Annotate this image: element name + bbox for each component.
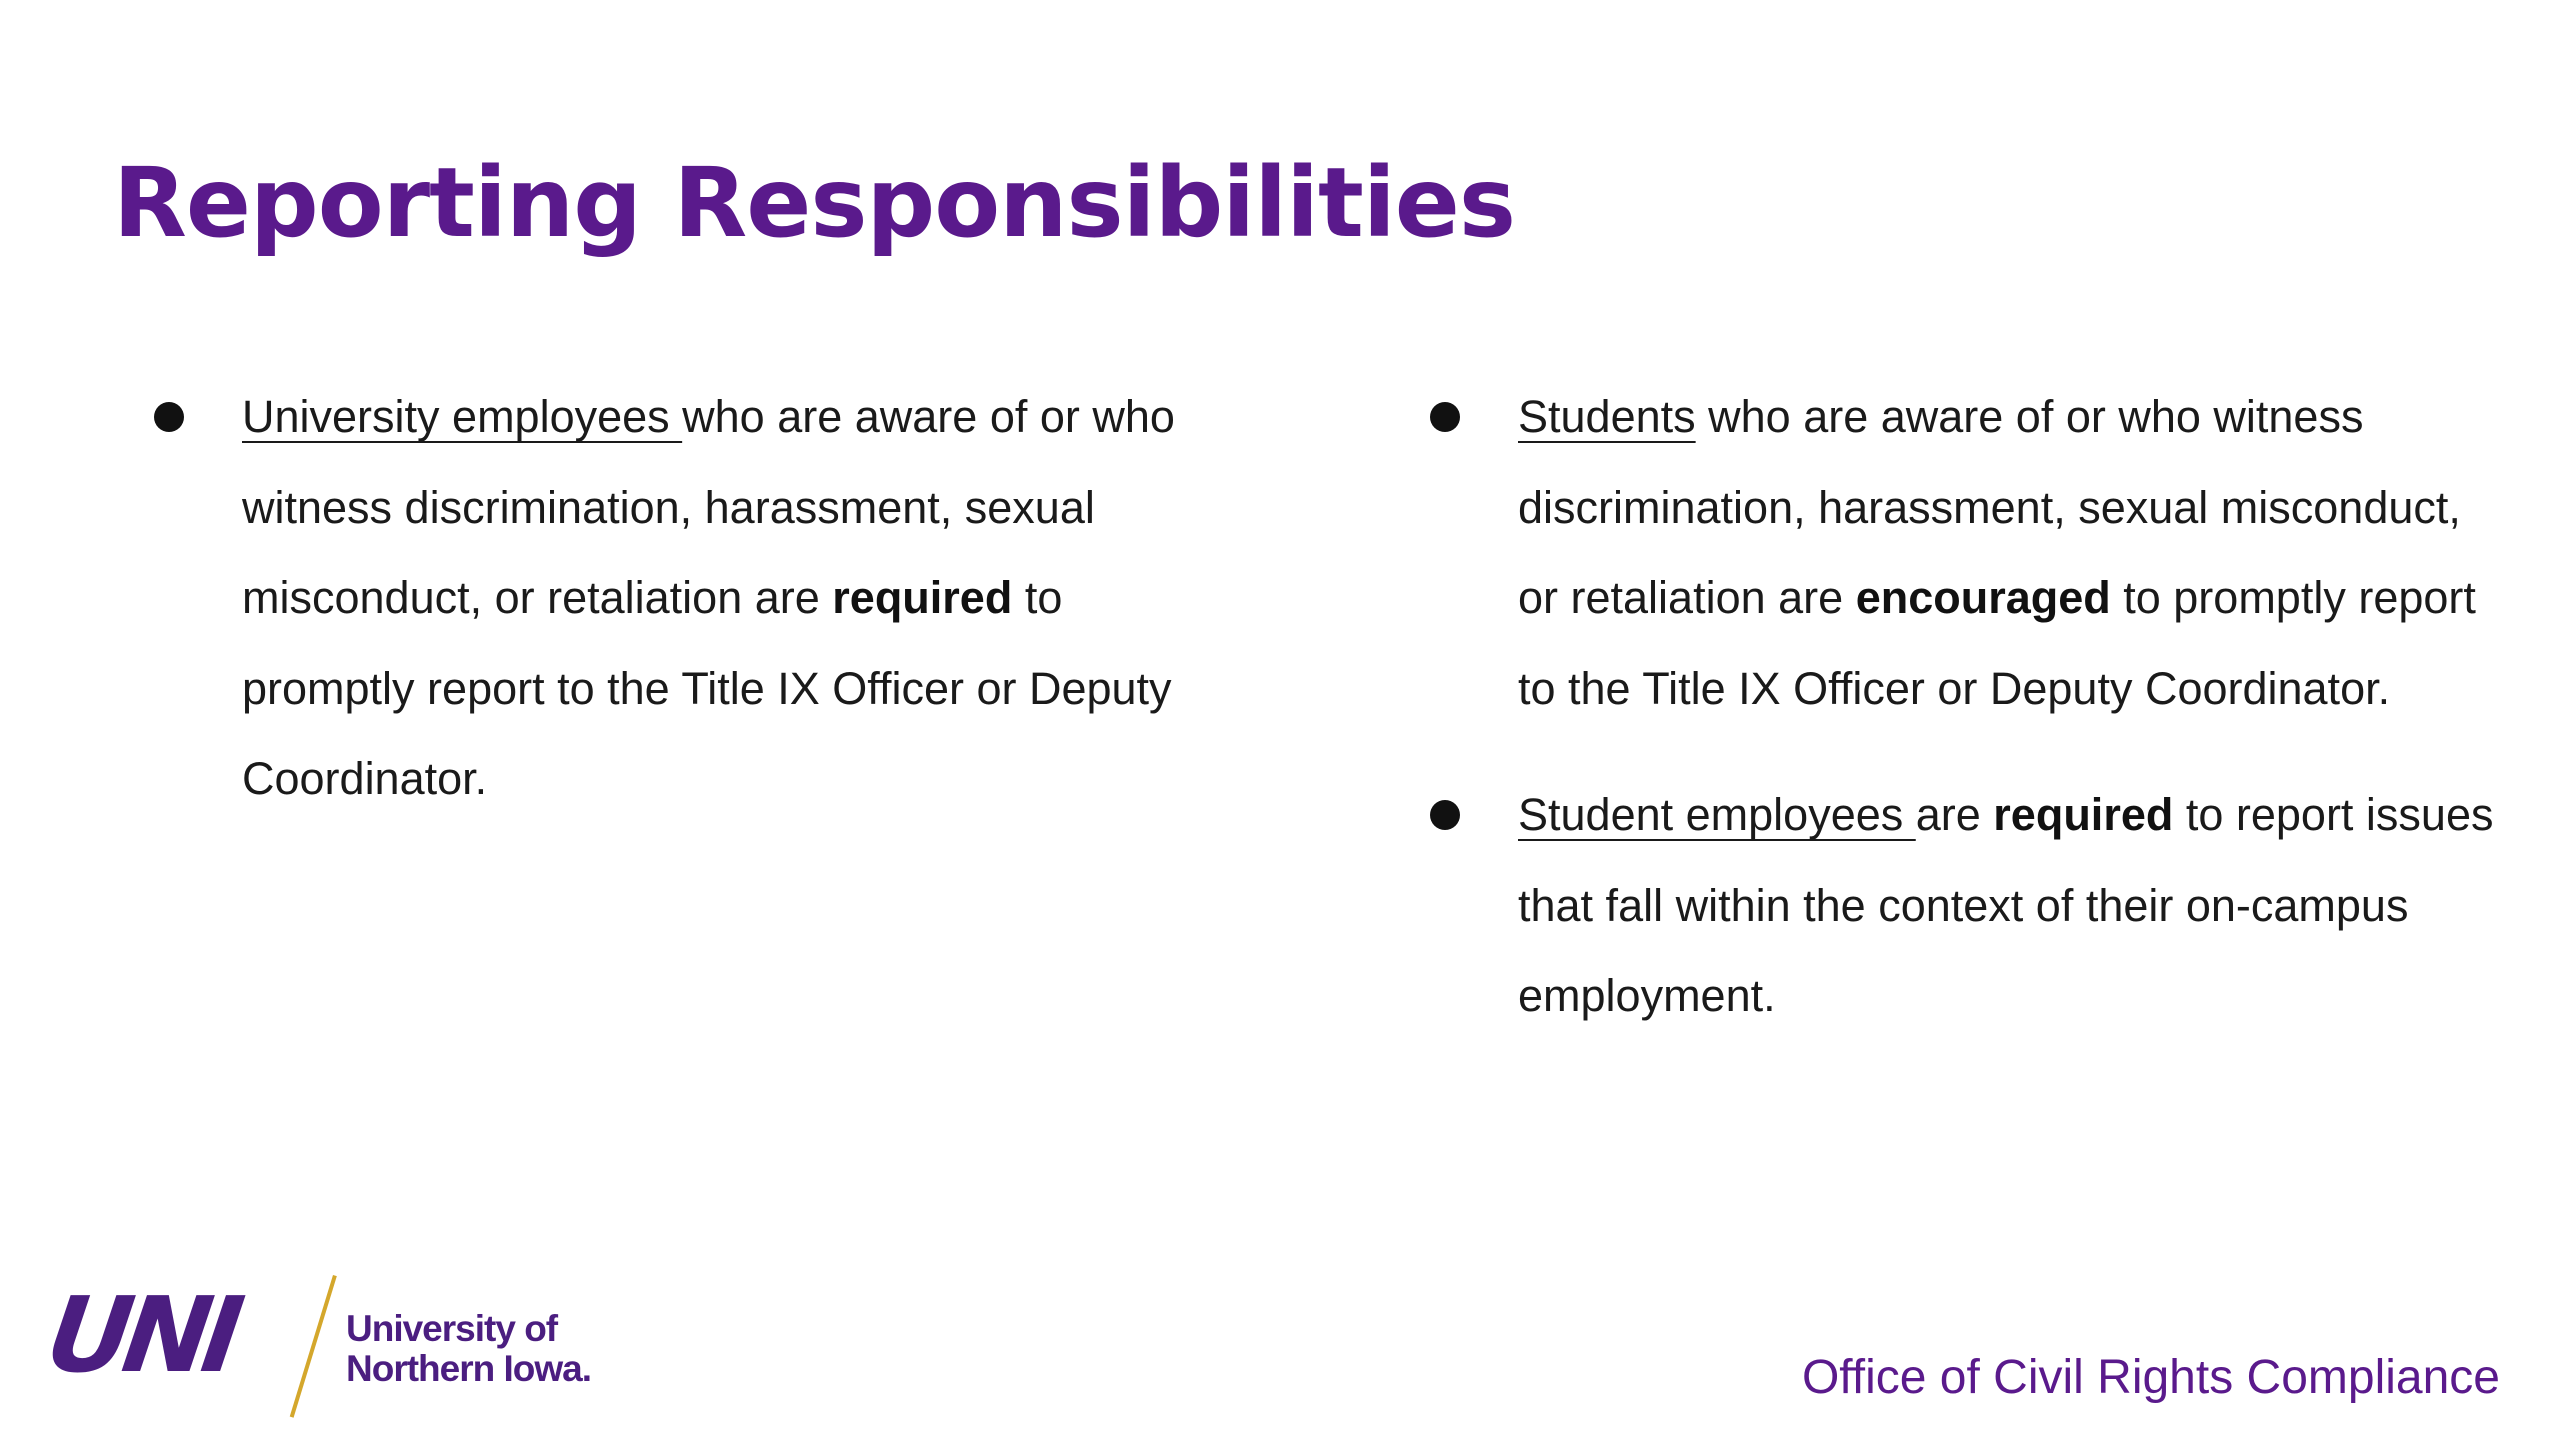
logo-divider-slash <box>290 1275 337 1418</box>
bullet-dot-icon <box>154 402 184 432</box>
bullet-student-employees <box>1428 770 2508 1042</box>
right-column <box>1428 372 2508 1078</box>
bullet-subject: Students <box>1518 391 1696 442</box>
bullet-subject: University employees <box>242 391 683 442</box>
logo-line-2: Northern Iowa. <box>346 1348 592 1389</box>
bullet-subject: Student employees <box>1518 789 1916 840</box>
bullet-text-a: are <box>1915 789 1994 840</box>
bullet-university-employees <box>152 372 1202 825</box>
uni-logo <box>39 1274 668 1425</box>
bullet-dot-icon <box>1430 800 1460 830</box>
logo-wordmark <box>346 1309 591 1389</box>
office-name: Office of Civil Rights Compliance <box>1801 1351 2500 1404</box>
bullet-text-b: to promptly report to the Title IX Officer or Deputy Coordinator. <box>242 572 1172 804</box>
bullet-emphasis: encouraged <box>1855 572 2111 623</box>
logo-line-1: University of <box>346 1308 558 1349</box>
bullet-text-a: who are aware of or who witness discrimination, harassment, sexual misconduct, or retaliation are <box>242 391 1175 623</box>
bullet-text-a: who are aware of or who witness discrimination, harassment, sexual misconduct, or retaliation are <box>1518 391 2461 623</box>
bullet-text-b: to report issues that fall within the context of their on-campus employment. <box>1518 789 2494 1021</box>
bullet-emphasis: required <box>832 572 1013 623</box>
bullet-students <box>1428 372 2508 734</box>
bullet-text-b: to promptly report to the Title IX Officer or Deputy Coordinator. <box>1518 572 2476 714</box>
bullet-dot-icon <box>1430 402 1460 432</box>
bullet-emphasis: required <box>1993 789 2174 840</box>
slide-title: Reporting Responsibilities <box>113 147 1516 259</box>
logo-mark: UNI <box>39 1274 243 1396</box>
left-column <box>152 372 1202 861</box>
